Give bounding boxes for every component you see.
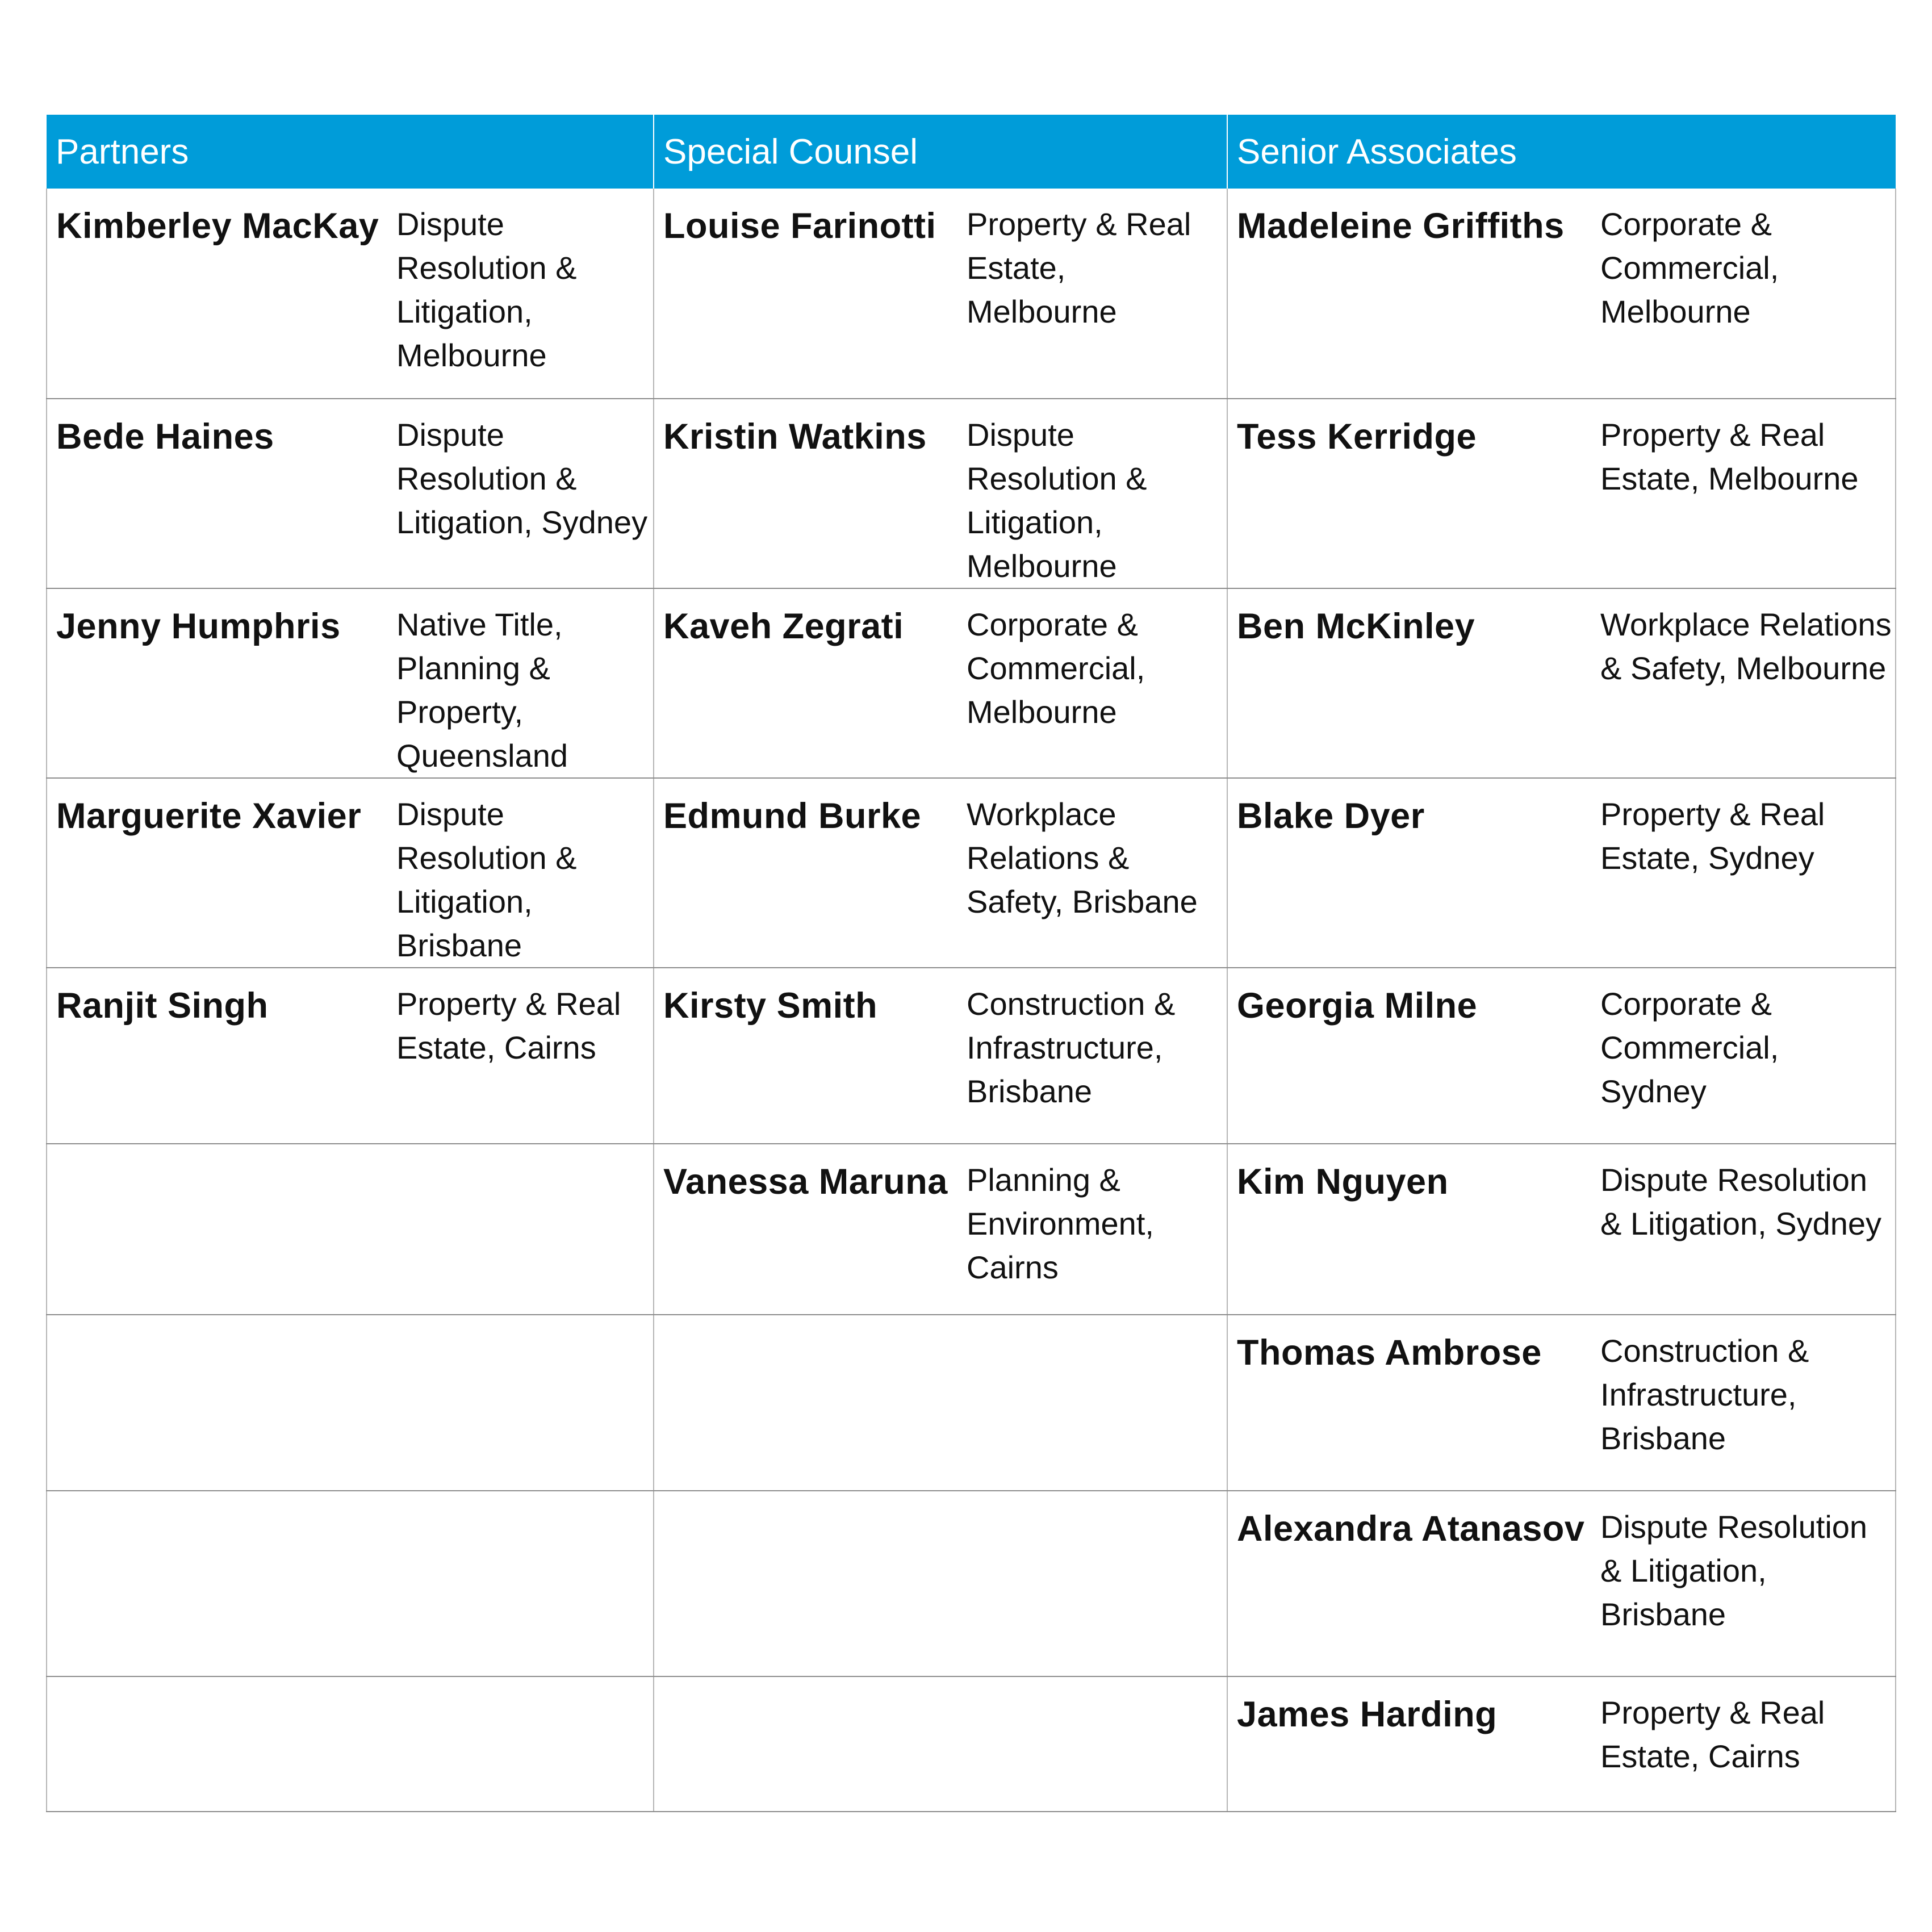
partner-name [47, 1144, 393, 1315]
partner-name: Marguerite Xavier [47, 778, 393, 968]
special-counsel-name [654, 1491, 963, 1676]
senior-associate-name: Tess Kerridge [1227, 399, 1597, 588]
partner-name: Jenny Humphris [47, 588, 393, 778]
special-counsel-practice-area [963, 1491, 1227, 1676]
special-counsel-practice-area [963, 1676, 1227, 1812]
senior-associate-practice-area: Property & Real Estate, Sydney [1597, 778, 1896, 968]
senior-associate-name: Kim Nguyen [1227, 1144, 1597, 1315]
partner-practice-area [393, 1491, 654, 1676]
header-special-counsel: Special Counsel [654, 115, 1227, 189]
senior-associate-practice-area: Property & Real Estate, Melbourne [1597, 399, 1896, 588]
senior-associate-name: Blake Dyer [1227, 778, 1597, 968]
table-row [47, 968, 1896, 1144]
partner-name: Ranjit Singh [47, 968, 393, 1144]
table-row [47, 1491, 1896, 1676]
special-counsel-practice-area: Property & Real Estate, Melbourne [963, 189, 1227, 399]
table-row [47, 189, 1896, 399]
partner-practice-area: Dispute Resolution & Litigation, Sydney [393, 399, 654, 588]
header-senior-associates: Senior Associates [1227, 115, 1896, 189]
partner-name [47, 1315, 393, 1491]
special-counsel-practice-area: Dispute Resolution & Litigation, Melbourne [963, 399, 1227, 588]
partner-practice-area [393, 1144, 654, 1315]
senior-associate-name: James Harding [1227, 1676, 1597, 1812]
table-row [47, 588, 1896, 778]
partner-name: Bede Haines [47, 399, 393, 588]
senior-associate-practice-area: Corporate & Commercial, Melbourne [1597, 189, 1896, 399]
table-row [47, 1676, 1896, 1812]
senior-associate-name: Thomas Ambrose [1227, 1315, 1597, 1491]
partner-practice-area [393, 1676, 654, 1812]
partner-practice-area: Dispute Resolution & Litigation, Brisbane [393, 778, 654, 968]
partner-practice-area [393, 1315, 654, 1491]
special-counsel-name: Kirsty Smith [654, 968, 963, 1144]
special-counsel-name: Kaveh Zegrati [654, 588, 963, 778]
special-counsel-name [654, 1676, 963, 1812]
special-counsel-name: Louise Farinotti [654, 189, 963, 399]
senior-associate-practice-area: Corporate & Commercial, Sydney [1597, 968, 1896, 1144]
senior-associate-name: Georgia Milne [1227, 968, 1597, 1144]
senior-associate-name: Madeleine Griffiths [1227, 189, 1597, 399]
partner-name [47, 1676, 393, 1812]
people-table [46, 115, 1896, 1812]
table-body [47, 189, 1896, 1812]
partner-practice-area: Property & Real Estate, Cairns [393, 968, 654, 1144]
partner-name [47, 1491, 393, 1676]
table-row [47, 1315, 1896, 1491]
partner-practice-area: Native Title, Planning & Property, Queensland [393, 588, 654, 778]
senior-associate-practice-area: Property & Real Estate, Cairns [1597, 1676, 1896, 1812]
special-counsel-practice-area: Construction & Infrastructure, Brisbane [963, 968, 1227, 1144]
special-counsel-practice-area: Workplace Relations & Safety, Brisbane [963, 778, 1227, 968]
senior-associate-name: Alexandra Atanasov [1227, 1491, 1597, 1676]
table-row [47, 778, 1896, 968]
senior-associate-name: Ben McKinley [1227, 588, 1597, 778]
special-counsel-practice-area: Corporate & Commercial, Melbourne [963, 588, 1227, 778]
partner-name: Kimberley MacKay [47, 189, 393, 399]
table-row [47, 1144, 1896, 1315]
special-counsel-name [654, 1315, 963, 1491]
senior-associate-practice-area: Workplace Relations & Safety, Melbourne [1597, 588, 1896, 778]
senior-associate-practice-area: Dispute Resolution & Litigation, Brisbane [1597, 1491, 1896, 1676]
header-partners: Partners [47, 115, 654, 189]
special-counsel-name: Vanessa Maruna [654, 1144, 963, 1315]
partner-practice-area: Dispute Resolution & Litigation, Melbourne [393, 189, 654, 399]
senior-associate-practice-area: Dispute Resolution & Litigation, Sydney [1597, 1144, 1896, 1315]
special-counsel-name: Edmund Burke [654, 778, 963, 968]
table-header [47, 115, 1896, 189]
special-counsel-practice-area [963, 1315, 1227, 1491]
special-counsel-practice-area: Planning & Environment, Cairns [963, 1144, 1227, 1315]
senior-associate-practice-area: Construction & Infrastructure, Brisbane [1597, 1315, 1896, 1491]
table-row [47, 399, 1896, 588]
header-row [47, 115, 1896, 189]
special-counsel-name: Kristin Watkins [654, 399, 963, 588]
